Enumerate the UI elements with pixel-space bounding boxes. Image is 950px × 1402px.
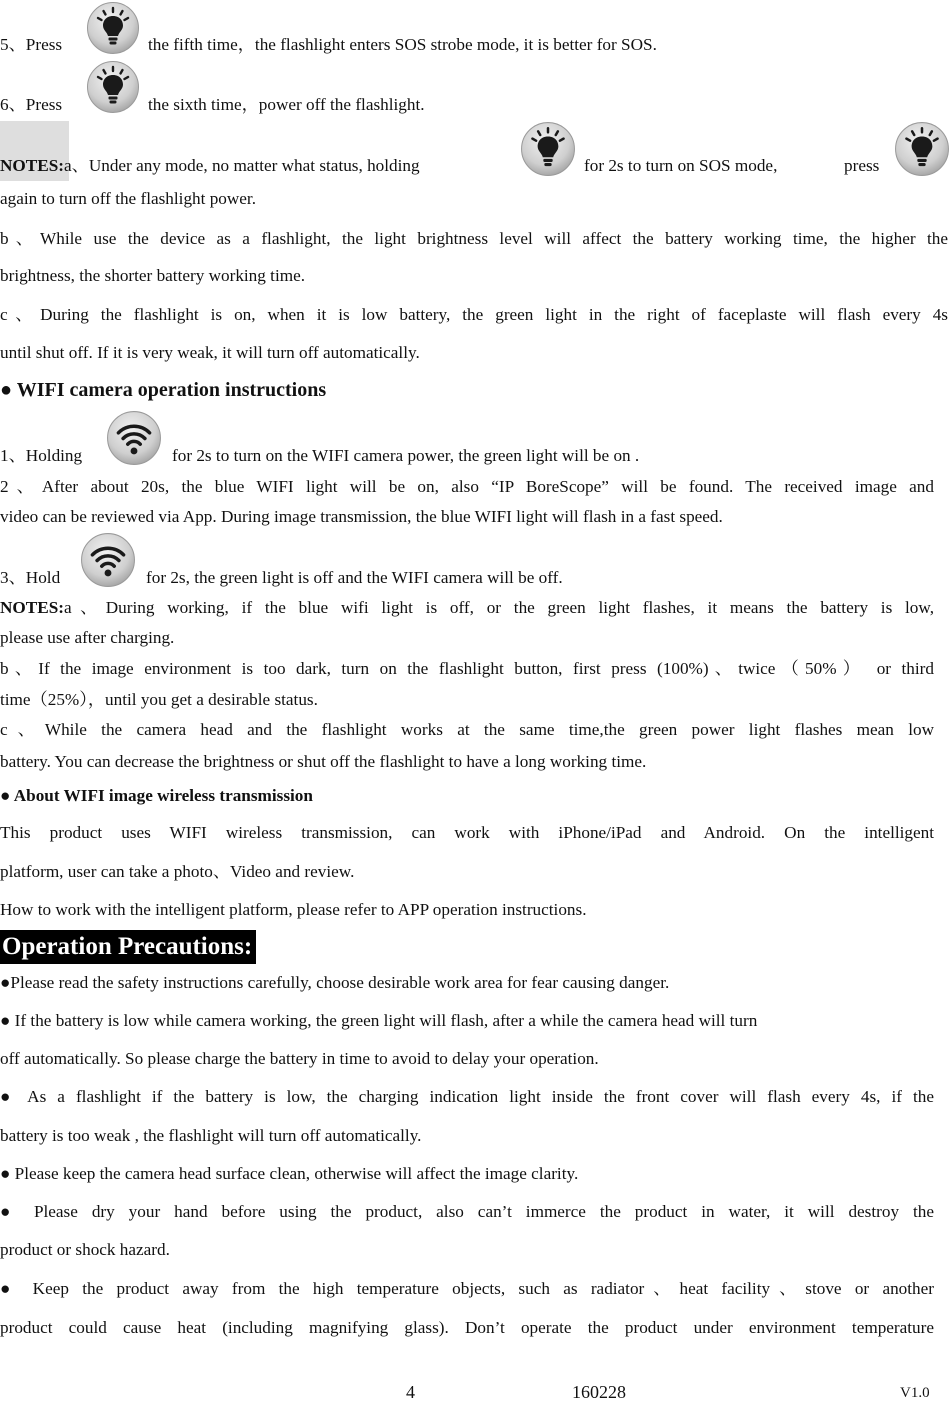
notes-b-line1: b、While use the device as a flashlight, the light brightness level will affect the battery working time, the higher the	[0, 229, 948, 248]
precaution-line-6: ● Please keep the camera head surface clean, otherwise will affect the image clarity.	[0, 1164, 579, 1183]
lightbulb-button-icon	[86, 1, 140, 55]
wifi-step3-pre: 3、Hold	[0, 568, 61, 587]
wifi-notes-b-line2: time（25%），until you get a desirable status.	[0, 690, 318, 709]
notes-a-line2: again to turn off the flashlight power.	[0, 189, 257, 208]
page-number: 4	[406, 1382, 415, 1402]
precaution-line-1: ●Please read the safety instructions carefully, choose desirable work area for fear causing danger.	[0, 973, 670, 992]
precautions-heading: Operation Precautions:	[0, 930, 256, 964]
notes-b-line2: brightness, the shorter battery working time.	[0, 266, 306, 285]
wifi-notes-a-text: a、During working, if the blue wifi light is off, or the green light flashes, it means the battery is low,	[64, 598, 934, 617]
version-label: V1.0	[900, 1385, 930, 1401]
wifi-step2-line2: video can be reviewed via App. During image transmission, the blue WIFI light will flash in a fast speed.	[0, 507, 723, 526]
precaution-line-3: off automatically. So please charge the battery in time to avoid to delay your operation.	[0, 1049, 599, 1068]
notes-a-mid: for 2s to turn on SOS mode,	[584, 156, 778, 175]
wifi-notes-c-line1: c、While the camera head and the flashlight works at the same time,the green power light flashes mean low	[0, 720, 934, 739]
step6-post: the sixth time，power off the flashlight.	[148, 95, 425, 114]
notes-label: NOTES:	[0, 156, 64, 175]
wifi-button-icon	[80, 532, 136, 588]
step6-pre: 6、Press	[0, 95, 63, 114]
precaution-line-7: ● Please dry your hand before using the product, also can’t immerce the product in water, it will destroy the	[0, 1202, 934, 1221]
notes-a-press: press	[844, 156, 880, 175]
transmission-p1-line1: This product uses WIFI wireless transmission, can work with iPhone/iPad and Android. On the intelligent	[0, 823, 934, 842]
precaution-line-9: ● Keep the product away from the high temperature objects, such as radiator、heat facility、stove or another	[0, 1279, 934, 1298]
precaution-line-4: ● As a flashlight if the battery is low, the charging indication light inside the front cover will flash every 4s, if the	[0, 1087, 934, 1106]
step5-line	[0, 35, 62, 55]
wifi-notes-a-line1	[0, 598, 934, 618]
precaution-line-5: battery is too weak , the flashlight will turn off automatically.	[0, 1126, 422, 1145]
transmission-heading: ● About WIFI image wireless transmission	[0, 786, 313, 805]
wifi-notes-b-line1: b、If the image environment is too dark, turn on the flashlight button, first press (100%)、twice（50%） or third	[0, 659, 934, 678]
transmission-p2: How to work with the intelligent platform, please refer to APP operation instructions.	[0, 900, 587, 919]
wifi-notes-a-line2: please use after charging.	[0, 628, 175, 647]
precaution-line-2: ● If the battery is low while camera working, the green light will flash, after a while the camera head will turn	[0, 1011, 758, 1030]
flashlight-notes-a-line1	[0, 156, 420, 176]
wifi-heading: ● WIFI camera operation instructions	[0, 379, 327, 401]
wifi-step3-post: for 2s, the green light is off and the WIFI camera will be off.	[146, 568, 563, 587]
wifi-step2-line1: 2、After about 20s, the blue WIFI light will be on, also “IP BoreScope” will be found. The received image and	[0, 477, 934, 496]
wifi-notes-c-line2: battery. You can decrease the brightness or shut off the flashlight to have a long working time.	[0, 752, 647, 771]
wifi-step1-pre: 1、Holding	[0, 446, 83, 465]
wifi-step1-post: for 2s to turn on the WIFI camera power, the green light will be on .	[172, 446, 640, 465]
lightbulb-button-icon	[86, 60, 140, 114]
lightbulb-button-icon	[520, 121, 576, 177]
lightbulb-button-icon	[894, 121, 950, 177]
step5-post: the fifth time，the flashlight enters SOS strobe mode, it is better for SOS.	[148, 35, 657, 54]
precaution-line-10: product could cause heat (including magnifying glass). Don’t operate the product under environment temperature	[0, 1318, 934, 1337]
wifi-notes-label: NOTES:	[0, 598, 64, 617]
step5-pre: 5、Press	[0, 35, 63, 54]
transmission-p1-line2: platform, user can take a photo、Video and review.	[0, 862, 355, 881]
notes-c-line1: c、During the flashlight is on, when it is low battery, the green light in the right of faceplaste will flash every 4s	[0, 305, 948, 324]
precaution-line-8: product or shock hazard.	[0, 1240, 170, 1259]
notes-c-line2: until shut off. If it is very weak, it will turn off automatically.	[0, 343, 420, 362]
doc-code: 160228	[572, 1382, 626, 1402]
wifi-button-icon	[106, 410, 162, 466]
notes-a-pre: a、Under any mode, no matter what status, holding	[64, 156, 420, 175]
